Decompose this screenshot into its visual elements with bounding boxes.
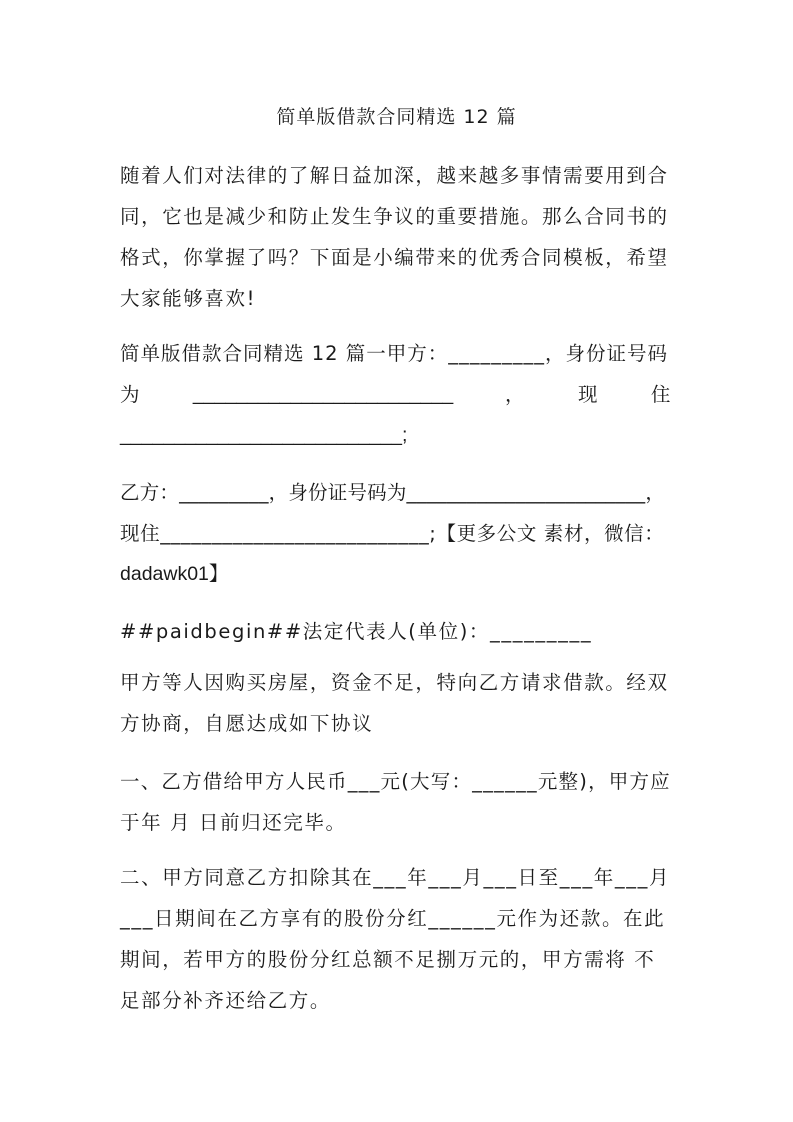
- id-number-blank: ________________________: [192, 383, 454, 405]
- party-a-paragraph: [120, 333, 672, 456]
- party-a-address-blank: __________________________;: [120, 424, 408, 446]
- party-a-word-xian: 现: [577, 383, 600, 406]
- clause-2-line-4: 足部分补齐还给乙方。: [120, 989, 332, 1012]
- party-a-comma: ，: [505, 383, 527, 406]
- legal-rep-line: ##paidbegin##法定代表人(单位)：_________: [120, 620, 593, 643]
- purpose-line-2: 方协商，自愿达成如下协议: [120, 712, 374, 735]
- party-a-word-zhu: 住: [650, 383, 672, 406]
- clause-1-line-1: 一、乙方借给甲方人民币___元(大写：______元整)，甲方应: [120, 770, 671, 793]
- intro-line-4: 大家能够喜欢!: [120, 287, 257, 310]
- intro-line-1: 随着人们对法律的了解日益加深，越来越多事情需要用到合: [120, 164, 669, 187]
- clause-2-line-3: 期间，若甲方的股份分红总额不足捌万元的，甲方需将 不: [120, 948, 656, 971]
- party-a-word-wei: 为: [120, 383, 142, 406]
- party-a-line-1: 简单版借款合同精选 12 篇一甲方：_________，身份证号码: [120, 342, 668, 365]
- party-b-line-1: 乙方：_________，身份证号码为________________________，: [120, 481, 666, 504]
- intro-paragraph: [120, 155, 672, 319]
- clause-1-paragraph: [120, 761, 672, 843]
- purpose-paragraph: [120, 662, 672, 744]
- party-a-line-2: [120, 374, 672, 415]
- purpose-line-1: 甲方等人因购买房屋，资金不足，特向乙方请求借款。经双: [120, 671, 669, 694]
- party-b-paragraph: [120, 472, 672, 595]
- document-title: 简单版借款合同精选 12 篇: [276, 106, 517, 128]
- intro-line-3: 格式，你掌握了吗？下面是小编带来的优秀合同模板，希望: [120, 246, 669, 269]
- party-b-line-2: 现住__________________________;【更多公文 素材，微信：: [120, 522, 665, 545]
- clause-2-line-2: ___日期间在乙方享有的股份分红______元作为还款。在此: [120, 907, 666, 930]
- intro-line-2: 同，它也是减少和防止发生争议的重要措施。那么合同书的: [120, 205, 669, 228]
- clause-2-paragraph: [120, 857, 672, 1021]
- party-b-line-3: dadawk01】: [120, 563, 229, 585]
- clause-1-line-2: 于年 月 日前归还完毕。: [120, 811, 347, 834]
- legal-rep-paragraph: [120, 611, 672, 652]
- clause-2-line-1: 二、甲方同意乙方扣除其在___年___月___日至___年___月: [120, 866, 671, 889]
